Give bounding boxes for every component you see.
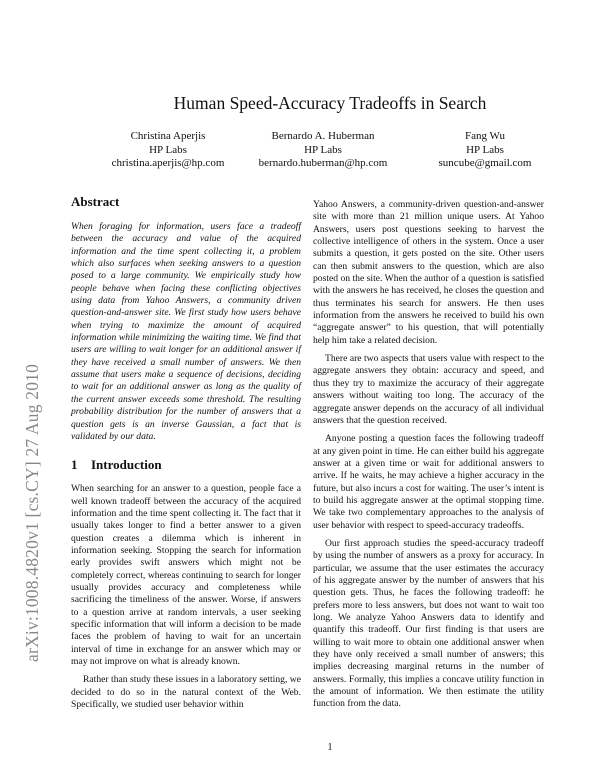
abstract-heading: Abstract: [71, 194, 120, 209]
section-title: Introduction: [91, 457, 162, 473]
body-paragraph: Our first approach studies the speed-accuracy tradeoff by using the number of answers as a proxy for accuracy. In particular, we assume that the user estimates the accuracy of his aggregate answer by the number of answers that his question gets. Thus, he faces the following tradeoff: he prefers more to less answers, but does not want to wait too long. We analyze Yahoo Answers data to identify and quantify this tradeoff. Our first finding is that users are willing to wait more to obtain one additional answer when they have only received a small number of answers; this implies decreasing marginal returns in the number of answers. Formally, this implies a concave utility function in the amount of information. We then estimate the utility function from the data.: [313, 537, 544, 710]
author-email: suncube@gmail.com: [438, 157, 532, 169]
author-affiliation: HP Labs: [466, 143, 504, 156]
author-2: [238, 130, 408, 171]
author-affiliation: HP Labs: [304, 143, 342, 156]
right-column: [313, 199, 544, 711]
body-paragraph: Yahoo Answers, a community-driven question-and-answer site with more than 21 million unique users. At Yahoo Answers, users post questions seeking to harvest the collective intelligence of others in the system. Once a user submits a question, it gets posted on the site. Other users can then submit answers to the question, which are also posted on the site. When the author of a question is satisfied with the answers he has received, he closes the question and thus terminates his search for answers. He then uses information from the answers he received to build his own “aggregate answer” to his question, that will potentially help him take a related decision.: [313, 199, 544, 346]
paper-title: Human Speed-Accuracy Tradeoffs in Search: [173, 93, 487, 113]
page-number: 1: [327, 742, 333, 753]
body-paragraph: Anyone posting a question faces the following tradeoff at any given point in time. He can either build his aggregate answer at a given time or wait for additional answers to arrive. If he waits, he may achieve a higher accuracy in the future, but also incurs a cost for waiting. The user’s intent is to build his aggregate answer at the optimal stopping time. We take two complementary approaches to the analysis of user behavior with respect to speed-accuracy tradeoffs.: [313, 433, 544, 531]
body-paragraph: There are two aspects that users value with respect to the aggregate answers they obtain: accuracy and speed, and thus they try to maximize the accuracy of their aggregate answers without waiting too long. The accuracy of the aggregate answer depends on the accuracy of all individual answers that the question received.: [313, 353, 544, 426]
section-heading-introduction: [71, 457, 301, 473]
author-3: [395, 130, 575, 171]
arxiv-identifier-stamp: [22, 0, 46, 776]
author-name: Bernardo A. Huberman: [271, 130, 375, 142]
body-paragraph: When searching for an answer to a question, people face a well known tradeoff between the accuracy of the acquired information and the time spent collecting it. The fact that it usually takes longer to find a better answer to a given question creates a dilemma which is inherent in information seeking. Stopping the search for information early provides swift answers which might not be completely correct, whereas continuing to search for longer usually provides accuracy and completeness while sacrificing the timeliness of the answer. Worse, if answers to a question arrive at random intervals, a user seeking specific information that will inform a decision to be made faces the problem of having to wait for an uncertain interval of time in exchange for an answer which may or may not improve on what is already known.: [71, 483, 301, 667]
left-column: [71, 195, 301, 711]
author-name: Christina Aperjis: [130, 130, 206, 142]
abstract-text: When foraging for information, users face a tradeoff between the accuracy and value of the acquired information and the time spent collecting it, a problem which also surfaces when seeking answers to a question posed to a large community. We empirically study how people behave when facing these conflicting objectives using data from Yahoo Answers, a community driven question-and-answer site. We first study how users behave when trying to maximize the amount of acquired information while minimizing the waiting time. We find that users are willing to wait longer for an additional answer if they have received a small number of answers. We then assume that users make a sequence of decisions, deciding to wait for an additional answer as long as the quality of the current answer exceeds some threshold. The resulting probability distribution for the number of answers that a question gets is an inverse Gaussian, a fact that is validated by our data.: [71, 221, 301, 442]
body-paragraph: Rather than study these issues in a laboratory setting, we decided to do so in the natural context of the Web. Specifically, we studied user behavior within: [71, 674, 301, 711]
author-email: christina.aperjis@hp.com: [111, 157, 225, 169]
author-1: [88, 130, 248, 171]
section-number: 1: [71, 457, 78, 473]
author-email: bernardo.huberman@hp.com: [258, 157, 388, 169]
arxiv-identifier: arXiv:1008.4820v1 [cs.CY] 27 Aug 2010: [22, 363, 42, 662]
author-block: [60, 130, 600, 174]
author-name: Fang Wu: [465, 130, 505, 142]
author-affiliation: HP Labs: [149, 143, 187, 156]
